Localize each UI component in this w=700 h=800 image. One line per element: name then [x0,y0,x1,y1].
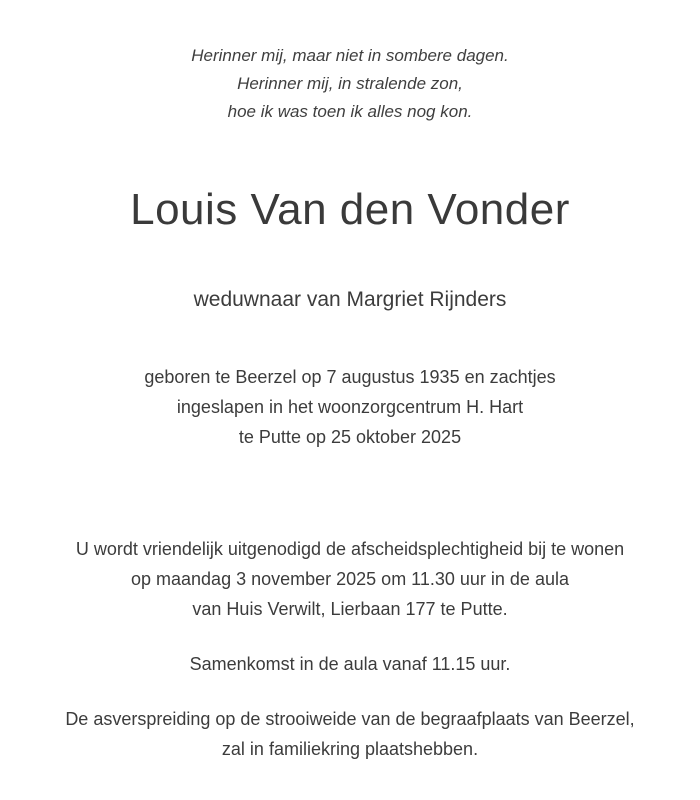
gathering-line: Samenkomst in de aula vanaf 11.15 uur. [189,654,511,674]
poem-line-2: Herinner mij, in stralende zon, [237,74,463,93]
deceased-name: Louis Van den Vonder [130,185,570,234]
life-details-line-1: geboren te Beerzel op 7 augustus 1935 en zachtjes [144,367,556,387]
ashes-ceremony [0,704,700,764]
invitation-line-1: U wordt vriendelijk uitgenodigd de afscheidsplechtigheid bij te wonen [75,539,625,559]
life-details-line-2: ingeslapen in het woonzorgcentrum H. Hart [176,397,524,417]
invitation-line-2: op maandag 3 november 2025 om 11.30 uur in de aula [131,569,569,589]
poem-line-3: hoe ik was toen ik alles nog kon. [227,102,473,121]
memorial-poem [0,42,700,126]
ceremony-invitation [0,534,700,624]
relation-line: weduwnaar van Margriet Rijnders [193,288,507,311]
life-details [0,362,700,452]
ashes-line-1: De asverspreiding op de strooiweide van de begraafplaats van Beerzel, [65,709,635,729]
life-details-line-3: te Putte op 25 oktober 2025 [238,427,462,447]
invitation-line-3: van Huis Verwilt, Lierbaan 177 te Putte. [192,599,508,619]
poem-line-1: Herinner mij, maar niet in sombere dagen. [191,46,509,65]
ashes-line-2: zal in familiekring plaatshebben. [221,739,479,759]
